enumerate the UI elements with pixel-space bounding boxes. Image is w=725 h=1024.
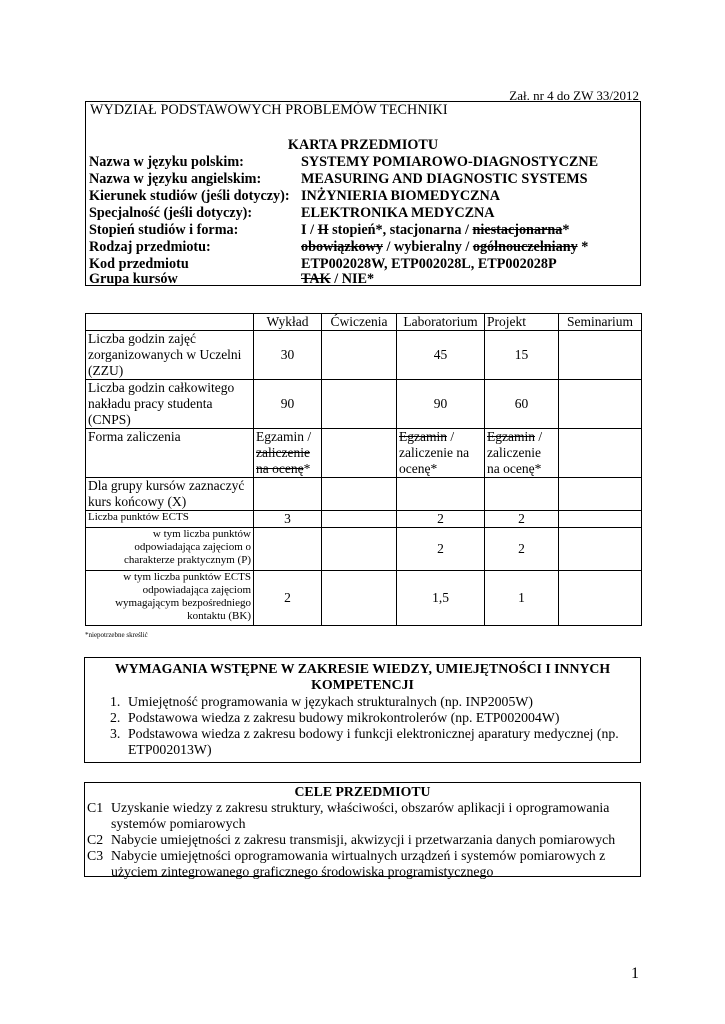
goals-title: CELE PRZEDMIOTU <box>294 784 431 799</box>
goals-box <box>84 782 641 877</box>
cell-assessment-seminar <box>559 429 642 478</box>
row-label-assessment: Forma zaliczenia <box>86 429 254 478</box>
cell-cnps-project: 60 <box>485 380 559 429</box>
cell-ects-p-laboratory: 2 <box>397 528 485 571</box>
annex-reference: Zał. nr 4 do ZW 33/2012 <box>509 88 639 103</box>
requirements-list <box>110 694 630 758</box>
cell-zzu-lecture: 30 <box>254 331 322 380</box>
cell-final-laboratory <box>397 478 485 511</box>
value-polish-name: SYSTEMY POMIAROWO-DIAGNOSTYCZNE <box>301 154 599 170</box>
table-row-assessment <box>86 429 642 478</box>
cell-cnps-seminar <box>559 380 642 429</box>
value-degree-form: I / II stopień*, stacjonarna / niestacjonarna* <box>301 222 570 238</box>
value-course-type: obowiązkowy / wybieralny / ogólnouczelniany * <box>301 239 589 255</box>
list-item: C3 Nabycie umiejętności oprogramowania wirtualnych urządzeń i systemów pomiarowych z użyciem zintegrowanego graficznego środowiska programistycznego <box>87 848 606 879</box>
cell-cnps-lecture: 90 <box>254 380 322 429</box>
table-row-ects-practical <box>86 528 642 571</box>
label-degree-form: Stopień studiów i forma: <box>89 222 239 238</box>
row-label-ects: Liczba punktów ECTS <box>86 511 254 528</box>
value-english-name: MEASURING AND DIAGNOSTIC SYSTEMS <box>301 171 588 187</box>
list-item: 1. Umiejętność programowania w językach strukturalnych (np. INP2005W) <box>110 694 533 709</box>
value-specialization: ELEKTRONIKA MEDYCZNA <box>301 205 495 221</box>
cell-ects-bk-laboratory: 1,5 <box>397 571 485 626</box>
goals-list <box>87 800 637 880</box>
cell-final-lecture <box>254 478 322 511</box>
cell-ects-bk-seminar <box>559 571 642 626</box>
cell-cnps-exercises <box>322 380 397 429</box>
cell-ects-seminar <box>559 511 642 528</box>
cell-ects-project: 2 <box>485 511 559 528</box>
cell-zzu-seminar <box>559 331 642 380</box>
cell-ects-lecture: 3 <box>254 511 322 528</box>
header-box <box>85 101 641 286</box>
list-item: C1 Uzyskanie wiedzy z zakresu struktury, właściwości, obszarów aplikacji i oprogramowania systemów pomiarowych <box>87 800 610 831</box>
row-label-cnps: Liczba godzin całkowitego nakładu pracy studenta (CNPS) <box>86 380 254 429</box>
value-course-group: TAK / NIE* <box>301 271 375 287</box>
label-specialization: Specjalność (jeśli dotyczy): <box>89 205 253 221</box>
label-field-of-study: Kierunek studiów (jeśli dotyczy): <box>89 188 290 204</box>
document-title: KARTA PRZEDMIOTU <box>287 137 439 153</box>
cell-zzu-exercises <box>322 331 397 380</box>
cell-final-exercises <box>322 478 397 511</box>
table-header-row <box>86 314 642 331</box>
table-row-ects <box>86 511 642 528</box>
cell-ects-exercises <box>322 511 397 528</box>
row-label-ects-contact: w tym liczba punktów ECTS odpowiadająca zajęciom wymagającym bezpośredniego kontaktu (BK) <box>86 571 254 626</box>
cell-assessment-project: Egzamin / zaliczenie na ocenę* <box>485 429 559 478</box>
col-header-lecture: Wykład <box>254 314 322 331</box>
cell-final-seminar <box>559 478 642 511</box>
label-course-code: Kod przedmiotu <box>89 256 189 272</box>
table-row-ects-contact <box>86 571 642 626</box>
cell-ects-p-exercises <box>322 528 397 571</box>
col-header-exercises: Ćwiczenia <box>322 314 397 331</box>
cell-assessment-laboratory: Egzamin / zaliczenie na ocenę* <box>397 429 485 478</box>
cell-ects-bk-project: 1 <box>485 571 559 626</box>
cell-ects-bk-exercises <box>322 571 397 626</box>
list-item: C2 Nabycie umiejętności z zakresu transmisji, akwizycji i przetwarzania danych pomiarowych <box>87 832 616 847</box>
table-row-cnps <box>86 380 642 429</box>
value-field-of-study: INŻYNIERIA BIOMEDYCZNA <box>301 188 501 204</box>
cell-final-project <box>485 478 559 511</box>
cell-ects-p-project: 2 <box>485 528 559 571</box>
list-item: 3. Podstawowa wiedza z zakresu bodowy i funkcji elektronicznej aparatury medycznej (np. ETP002013W) <box>110 726 619 757</box>
page-number: 1 <box>631 965 639 982</box>
cell-ects-p-lecture <box>254 528 322 571</box>
row-label-ects-practical: w tym liczba punktów odpowiadająca zajęciom o charakterze praktycznym (P) <box>86 528 254 571</box>
cell-zzu-project: 15 <box>485 331 559 380</box>
table-corner-cell <box>86 314 254 331</box>
col-header-laboratory: Laboratorium <box>397 314 485 331</box>
cell-assessment-exercises <box>322 429 397 478</box>
label-english-name: Nazwa w języku angielskim: <box>89 171 262 187</box>
label-polish-name: Nazwa w języku polskim: <box>89 154 244 170</box>
cell-cnps-laboratory: 90 <box>397 380 485 429</box>
cell-ects-bk-lecture: 2 <box>254 571 322 626</box>
row-label-zzu: Liczba godzin zajęć zorganizowanych w Uczelni (ZZU) <box>86 331 254 380</box>
cell-assessment-lecture: Egzamin / zaliczenie na ocenę* <box>254 429 322 478</box>
cell-ects-p-seminar <box>559 528 642 571</box>
cell-zzu-laboratory: 45 <box>397 331 485 380</box>
col-header-seminar: Seminarium <box>559 314 642 331</box>
requirements-box <box>84 657 641 763</box>
hours-table <box>85 313 642 626</box>
col-header-project: Projekt <box>485 314 559 331</box>
label-course-type: Rodzaj przedmiotu: <box>89 239 211 255</box>
footnote: *niepotrzebne skreślić <box>85 631 148 639</box>
row-label-final-course: Dla grupy kursów zaznaczyć kurs końcowy (X) <box>86 478 254 511</box>
cell-ects-laboratory: 2 <box>397 511 485 528</box>
table-row-final-course <box>86 478 642 511</box>
table-row-zzu <box>86 331 642 380</box>
label-course-group: Grupa kursów <box>89 271 178 287</box>
value-course-code: ETP002028W, ETP002028L, ETP002028P <box>301 256 557 272</box>
requirements-title: WYMAGANIA WSTĘPNE W ZAKRESIE WIEDZY, UMIEJĘTNOŚCI I INNYCH KOMPETENCJI <box>114 661 611 692</box>
list-item: 2. Podstawowa wiedza z zakresu budowy mikrokontrolerów (np. ETP002004W) <box>110 710 560 725</box>
faculty-name: WYDZIAŁ PODSTAWOWYCH PROBLEMÓW TECHNIKI <box>90 102 448 118</box>
